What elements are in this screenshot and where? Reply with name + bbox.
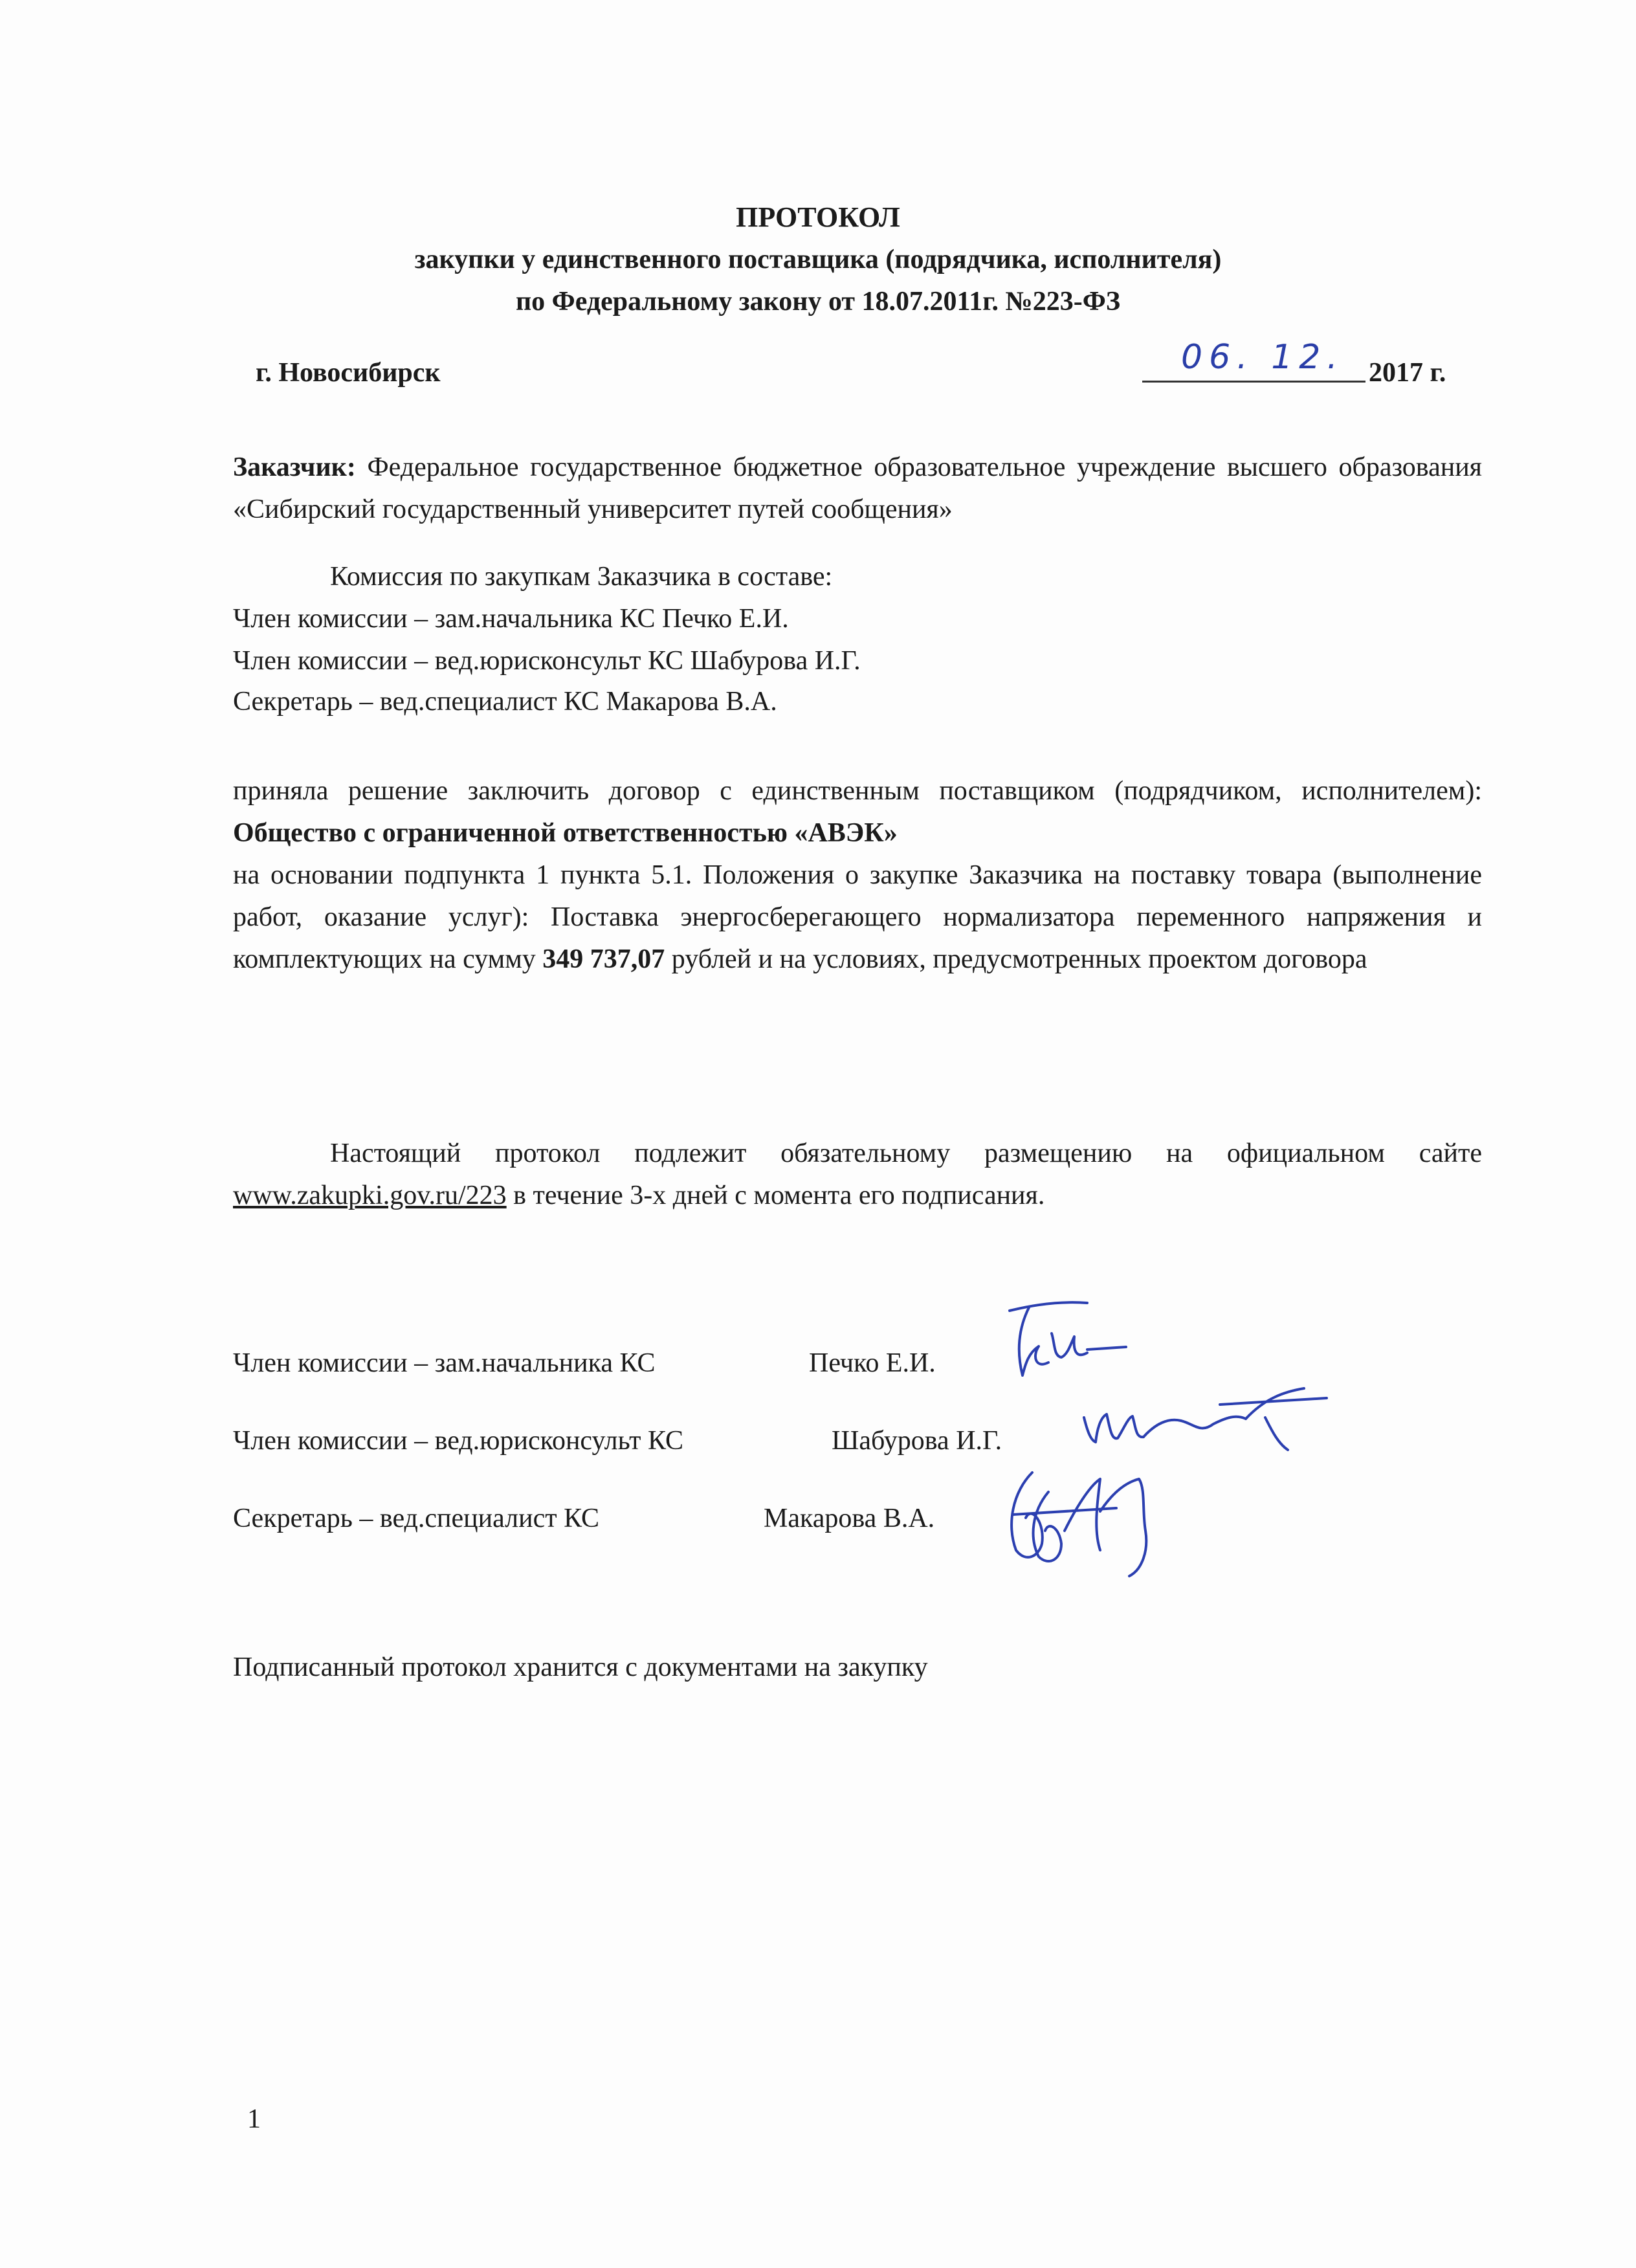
publication-paragraph bbox=[233, 1133, 1482, 1217]
place-label: г. Новосибирск bbox=[256, 358, 441, 388]
decision-paragraph bbox=[233, 770, 1482, 854]
signature-role-3: Секретарь – вед.специалист КС bbox=[233, 1504, 600, 1533]
contract-amount: 349 737,07 bbox=[542, 944, 665, 974]
signature-name-1: Печко Е.И. bbox=[809, 1348, 936, 1378]
signature-makarova-image bbox=[987, 1453, 1181, 1583]
supplier-name: Общество с ограниченной ответственностью «АВЭК» bbox=[233, 818, 898, 848]
customer-label: Заказчик: bbox=[233, 452, 356, 482]
page-number: 1 bbox=[247, 2104, 261, 2134]
decision-text-1: приняла решение заключить договор с единственным поставщиком (подрядчиком, исполнителем): bbox=[233, 776, 1482, 806]
zakupki-link[interactable]: www.zakupki.gov.ru/223 bbox=[233, 1181, 507, 1210]
signature-name-2: Шабурова И.Г. bbox=[832, 1426, 1002, 1456]
commission-member-2: Член комиссии – вед.юрисконсульт КС Шабурова И.Г. bbox=[233, 646, 861, 676]
handwritten-date: 06. 12. bbox=[1181, 338, 1344, 377]
commission-member-3: Секретарь – вед.специалист КС Макарова В.А. bbox=[233, 687, 777, 717]
signature-shaburova-image bbox=[1071, 1379, 1330, 1456]
decision-basis-paragraph bbox=[233, 854, 1482, 981]
decision-text-3: рублей и на условиях, предусмотренных проектом договора bbox=[665, 944, 1367, 974]
signature-role-1: Член комиссии – зам.начальника КС bbox=[233, 1348, 656, 1378]
commission-intro: Комиссия по закупкам Заказчика в составе: bbox=[330, 562, 833, 592]
signature-name-3: Макарова В.А. bbox=[764, 1504, 935, 1533]
document-title: ПРОТОКОЛ bbox=[736, 201, 900, 233]
footer-note: Подписанный протокол хранится с документами на закупку bbox=[233, 1652, 928, 1682]
document-subtitle-2: по Федеральному закону от 18.07.2011г. №223-ФЗ bbox=[515, 287, 1120, 317]
document-subtitle-1: закупки у единственного поставщика (подрядчика, исполнителя) bbox=[414, 245, 1222, 274]
date-line bbox=[1142, 337, 1365, 383]
publication-text-1: Настоящий протокол подлежит обязательному размещению на официальном сайте bbox=[330, 1139, 1482, 1168]
customer-text: Федеральное государственное бюджетное образовательное учреждение высшего образования «Сибирский государственный университет путей сообщения» bbox=[233, 452, 1482, 524]
date-year: 2017 г. bbox=[1369, 358, 1446, 388]
signature-role-2: Член комиссии – вед.юрисконсульт КС bbox=[233, 1426, 684, 1456]
commission-member-1: Член комиссии – зам.начальника КС Печко Е.И. bbox=[233, 604, 789, 634]
customer-paragraph bbox=[233, 447, 1482, 531]
publication-text-2: в течение 3-х дней с момента его подписания. bbox=[506, 1181, 1045, 1210]
decision-text-2: на основании подпункта 1 пункта 5.1. Положения о закупке Заказчика на поставку товара (выполнение работ, оказание услуг): Поставка энергосберегающего нормализатора переменного напряжения и комплектующих на сумму bbox=[233, 860, 1482, 974]
